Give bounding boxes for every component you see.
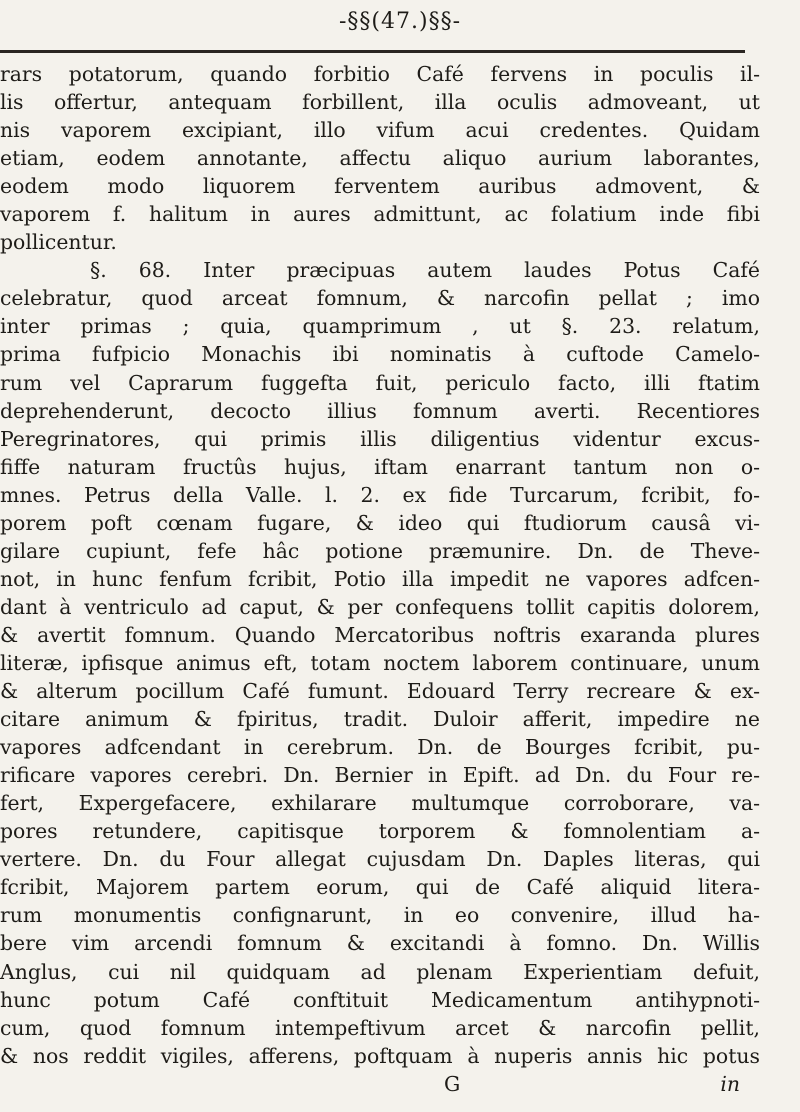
text-line: fcribit, Majorem partem eorum, qui de Café aliquid litera- [0, 875, 760, 900]
page-header: -§§(47.)§§- [338, 9, 462, 34]
text-line: deprehenderunt, decocto illius fomnum averti. Recentiores [0, 398, 760, 423]
text-line: & avertit fomnum. Quando Mercatoribus noftris exaranda plures [0, 622, 760, 647]
text-line: bere vim arcendi fomnum & excitandi à fomno. Dn. Willis [0, 931, 760, 956]
text-line: pores retundere, capitisque torporem & fomnolentiam a- [0, 819, 760, 844]
text-line: & nos reddit vigiles, afferens, poftquam à nuperis annis hic potus [0, 1043, 760, 1068]
text-line: rum vel Caprarum fuggefta fuit, periculo facto, illi ftatim [0, 370, 760, 395]
text-line: rum monumentis confignarunt, in eo convenire, illud ha- [0, 903, 760, 928]
text-line: vaporem f. halitum in aures admittunt, ac folatium inde fibi [0, 202, 760, 227]
text-line: vertere. Dn. du Four allegat cujusdam Dn. Daples literas, qui [0, 847, 760, 872]
text-line: citare animum & fpiritus, tradit. Duloir afferit, impedire ne [0, 707, 760, 732]
text-line: §. 68. Inter præcipuas autem laudes Potus Café [90, 258, 760, 283]
text-line: rars potatorum, quando forbitio Café fervens in poculis il- [0, 62, 760, 86]
text-line: rificare vapores cerebri. Dn. Bernier in Epift. ad Dn. du Four re- [0, 763, 760, 788]
header-rule [0, 50, 745, 53]
text-line: Peregrinatores, qui primis illis diligentius videntur excus- [0, 426, 760, 451]
text-line: prima fufpicio Monachis ibi nominatis à cuftode Camelo- [0, 342, 760, 367]
text-line: fert, Expergefacere, exhilarare multumque corroborare, va- [0, 791, 760, 816]
text-line: Anglus, cui nil quidquam ad plenam Experientiam defuit, [0, 959, 760, 984]
text-line: gilare cupiunt, fefe hâc potione præmunire. Dn. de Theve- [0, 538, 760, 563]
text-line: not, in hunc fenfum fcribit, Potio illa impedit ne vapores adfcen- [0, 566, 760, 591]
text-line: dant à ventriculo ad caput, & per confequens tollit capitis dolorem, [0, 594, 760, 619]
text-line: nis vaporem excipiant, illo vifum acui credentes. Quidam [0, 118, 760, 143]
text-line: mnes. Petrus della Valle. l. 2. ex fide Turcarum, fcribit, fo- [0, 482, 760, 507]
text-line: literæ, ipfisque animus eft, totam noctem laborem continuare, unum [0, 650, 760, 675]
text-line: etiam, eodem annotante, affectu aliquo aurium laborantes, [0, 146, 760, 171]
text-line: eodem modo liquorem ferventem auribus admovent, & [0, 174, 760, 199]
catchword: in [720, 1071, 740, 1096]
text-line: porem poft cœnam fugare, & ideo qui ftudiorum causâ vi- [0, 510, 760, 535]
text-line: vapores adfcendant in cerebrum. Dn. de Bourges fcribit, pu- [0, 735, 760, 760]
signature-line [0, 1070, 760, 1098]
text-line: cum, quod fomnum intempeftivum arcet & narcofin pellit, [0, 1015, 760, 1040]
text-line: hunc potum Café conftituit Medicamentum antihypnoti- [0, 987, 760, 1012]
text-line: & alterum pocillum Café fumunt. Edouard Terry recreare & ex- [0, 679, 760, 704]
text-line: fiffe naturam fructûs hujus, iftam enarrant tantum non o- [0, 454, 760, 479]
body-text [0, 60, 760, 1098]
text-line: inter primas ; quia, quamprimum , ut §. 23. relatum, [0, 314, 760, 339]
text-line: celebratur, quod arceat fomnum, & narcofin pellat ; imo [0, 286, 760, 311]
text-line: pollicentur. [0, 230, 117, 255]
signature-mark: G [444, 1071, 461, 1096]
text-line: lis offertur, antequam forbillent, illa oculis admoveant, ut [0, 90, 760, 115]
